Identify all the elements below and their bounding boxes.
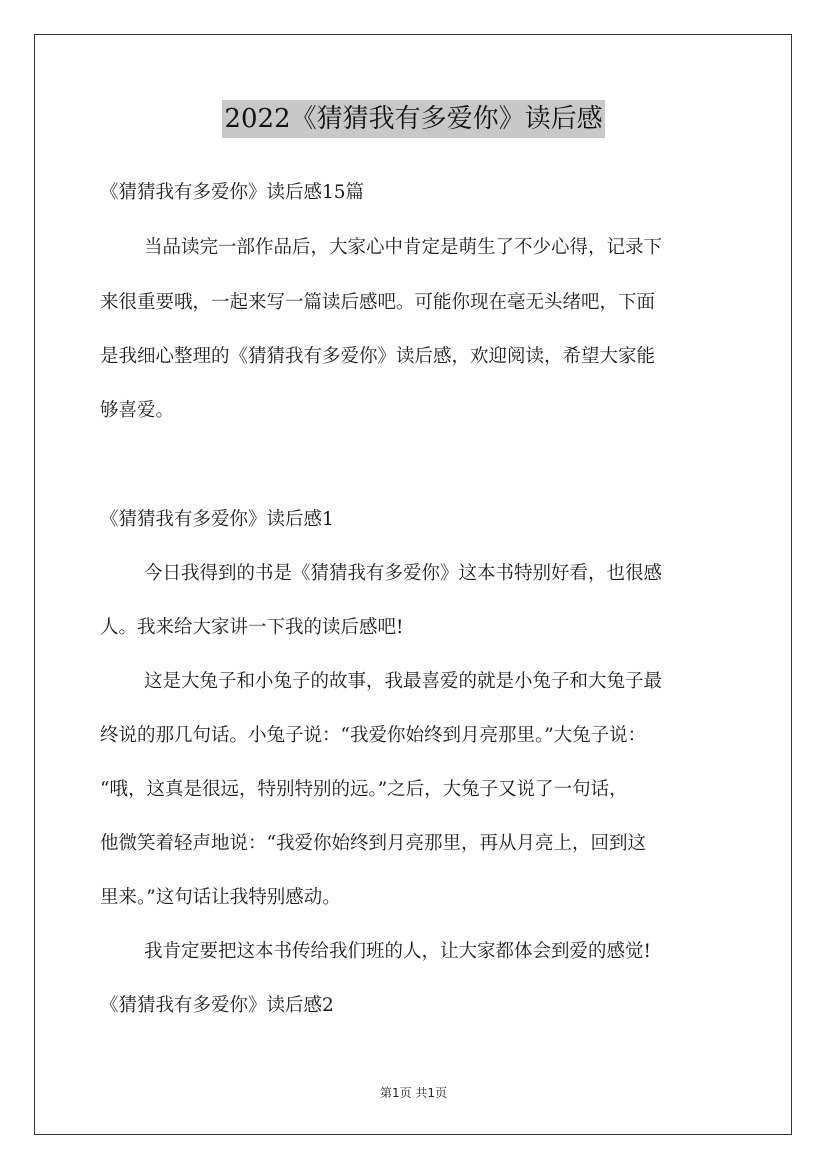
paragraph-line: 我肯定要把这本书传给我们班的人，让大家都体会到爱的感觉!	[144, 941, 651, 962]
section-heading-1: 《猜猜我有多爱你》读后感1	[100, 509, 334, 530]
page-footer	[0, 1084, 827, 1101]
paragraph-line: 他微笑着轻声地说：“我爱你始终到月亮那里，再从月亮上，回到这	[100, 833, 646, 854]
intro-line: 来很重要哦，一起来写一篇读后感吧。可能你现在毫无头绪吧，下面	[100, 292, 656, 313]
document-title: 2022《猜猜我有多爱你》读后感	[222, 100, 604, 138]
paragraph-line: 里来。”这句话让我特别感动。	[100, 887, 341, 908]
paragraph-line: “哦，这真是很远，特别特别的远。”之后，大兔子又说了一句话，	[100, 779, 628, 800]
intro-line: 够喜爱。	[100, 400, 175, 421]
paragraph-line: 人。我来给大家讲一下我的读后感吧!	[100, 617, 404, 638]
document-subtitle: 《猜猜我有多爱你》读后感15篇	[100, 182, 365, 203]
title-container	[0, 100, 827, 138]
intro-line: 当品读完一部作品后，大家心中肯定是萌生了不少心得，记录下	[144, 237, 663, 258]
intro-line: 是我细心整理的《猜猜我有多爱你》读后感，欢迎阅读，希望大家能	[100, 346, 656, 367]
paragraph-line: 这是大兔子和小兔子的故事，我最喜爱的就是小兔子和大兔子最	[144, 671, 663, 692]
paragraph-line: 终说的那几句话。小兔子说：“我爱你始终到月亮那里。”大兔子说：	[100, 725, 647, 746]
paragraph-line: 今日我得到的书是《猜猜我有多爱你》这本书特别好看，也很感	[144, 563, 663, 584]
section-heading-2: 《猜猜我有多爱你》读后感2	[100, 995, 334, 1016]
page-number-label: 第1页 共1页	[379, 1086, 448, 1100]
